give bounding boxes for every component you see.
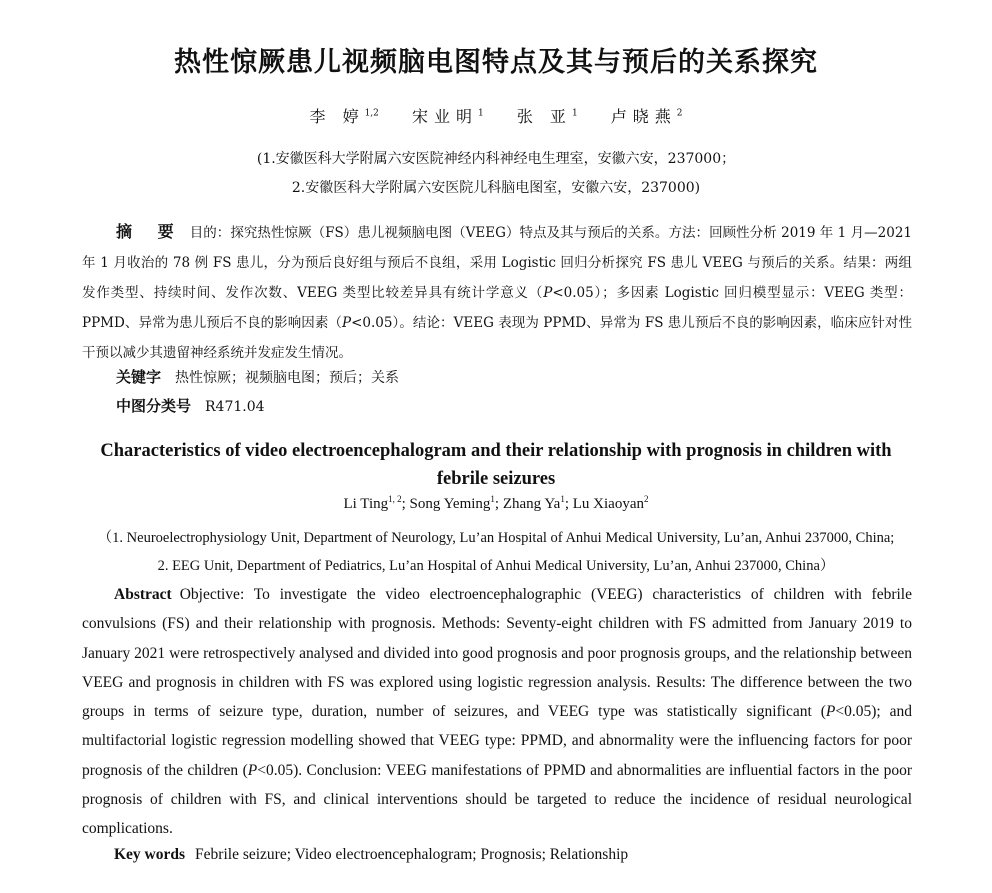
chinese-classification: 中图分类号 R471.04 [116, 397, 265, 415]
english-abstract-label: Abstract [114, 586, 172, 603]
classification-label: 中图分类号 [116, 397, 192, 415]
english-keywords: Key words Febrile seizure; Video electroencephalogram; Prognosis; Relationship [114, 846, 629, 863]
author-zh: 张 亚$^1$ [516, 107, 578, 126]
chinese-abstract-label: 摘 要 [116, 222, 184, 241]
author-en: Song Yeming$^1$; [409, 494, 503, 512]
chinese-keywords: 关键字 热性惊厥；视频脑电图；预后；关系 [116, 368, 400, 386]
english-keywords-label: Key words [114, 846, 186, 863]
author-zh: 宋业明$^1$ [412, 107, 484, 126]
author-en: Zhang Ya$^1$; [502, 494, 573, 512]
chinese-affiliation-2: 2.安徽医科大学附属六安医院儿科脑电图室，安徽六安，237000) [291, 180, 701, 196]
chinese-keywords-label: 关键字 [116, 368, 162, 386]
author-en: Lu Xiaoyan$^2$ [572, 494, 649, 512]
english-abstract: Abstract Objective: To investigate the video electroencephalographic (VEEG) characteristics of children with febrile convulsions (FS) and their relationship with prognosis. Methods: Seventy-eight children with FS admitted from January 2019 to January 2021 were retrospectively analysed and divided into good prognosis and poor prognosis groups, and the relationship between VEEG and prognosis in children with FS was explored using logistic regression analysis. Results: The difference between the two groups in terms of seizure type, duration, number of seizures, and VEEG type was statistically significant (P<0.05); and multifactorial logistic regression modelling showed that VEEG type: PPMD, and abnormality were the influencing factors for poor prognosis of the children (P<0.05). Conclusion: VEEG manifestations of PPMD and abnormalities are influential factors in the poor prognosis of children with FS, and clinical interventions should be targeted to reduce the incidence of residual neurological complications. [82, 586, 912, 838]
chinese-abstract: 摘 要 目的：探究热性惊厥（FS）患儿视频脑电图（VEEG）特点及其与预后的关系。方法：回顾性分析 2019 年 1 月—2021 年 1 月收治的 78 例 FS 患儿，分为预后良好组与预后不良组，采用 Logistic 回归分析探究 FS 患儿 VEEG 与预后的关系。结果：两组发作类型、持续时间、发作次数、VEEG 类型比较差异具有统计学意义（P<0.05）；多因素 Logistic 回归模型显示：VEEG 类型：PPMD、异常为患儿预后不良的影响因素（P<0.05）。结论：VEEG 表现为 PPMD、异常为 FS 患儿预后不良的影响因素，临床应针对性干预以减少其遗留神经系统并发症发生情况。 [82, 222, 912, 361]
author-zh: 卢晓燕$^2$ [610, 107, 683, 126]
author-en: Li Ting$^{1, 2}$; [343, 494, 410, 512]
english-affiliation-1: （1. Neuroelectrophysiology Unit, Department of Neurology, Lu’an Hospital of Anhui Medical University, Lu’an, Anhui 237000, China; [97, 530, 895, 546]
english-affiliation-2: 2. EEG Unit, Department of Pediatrics, Lu’an Hospital of Anhui Medical University, Lu’an, Anhui 237000, China） [157, 558, 835, 574]
english-title: Characteristics of video electroencephalogram and their relationship with prognosis in children with febrile seizures [100, 441, 892, 489]
chinese-title: 热性惊厥患儿视频脑电图特点及其与预后的关系探究 [174, 47, 818, 78]
english-authors [0, 494, 992, 513]
chinese-authors [0, 104, 992, 127]
author-zh: 李 婷$^{1,2}$ [309, 107, 379, 126]
chinese-affiliation-1: (1.安徽医科大学附属六安医院神经内科神经电生理室，安徽六安，237000； [256, 151, 736, 167]
